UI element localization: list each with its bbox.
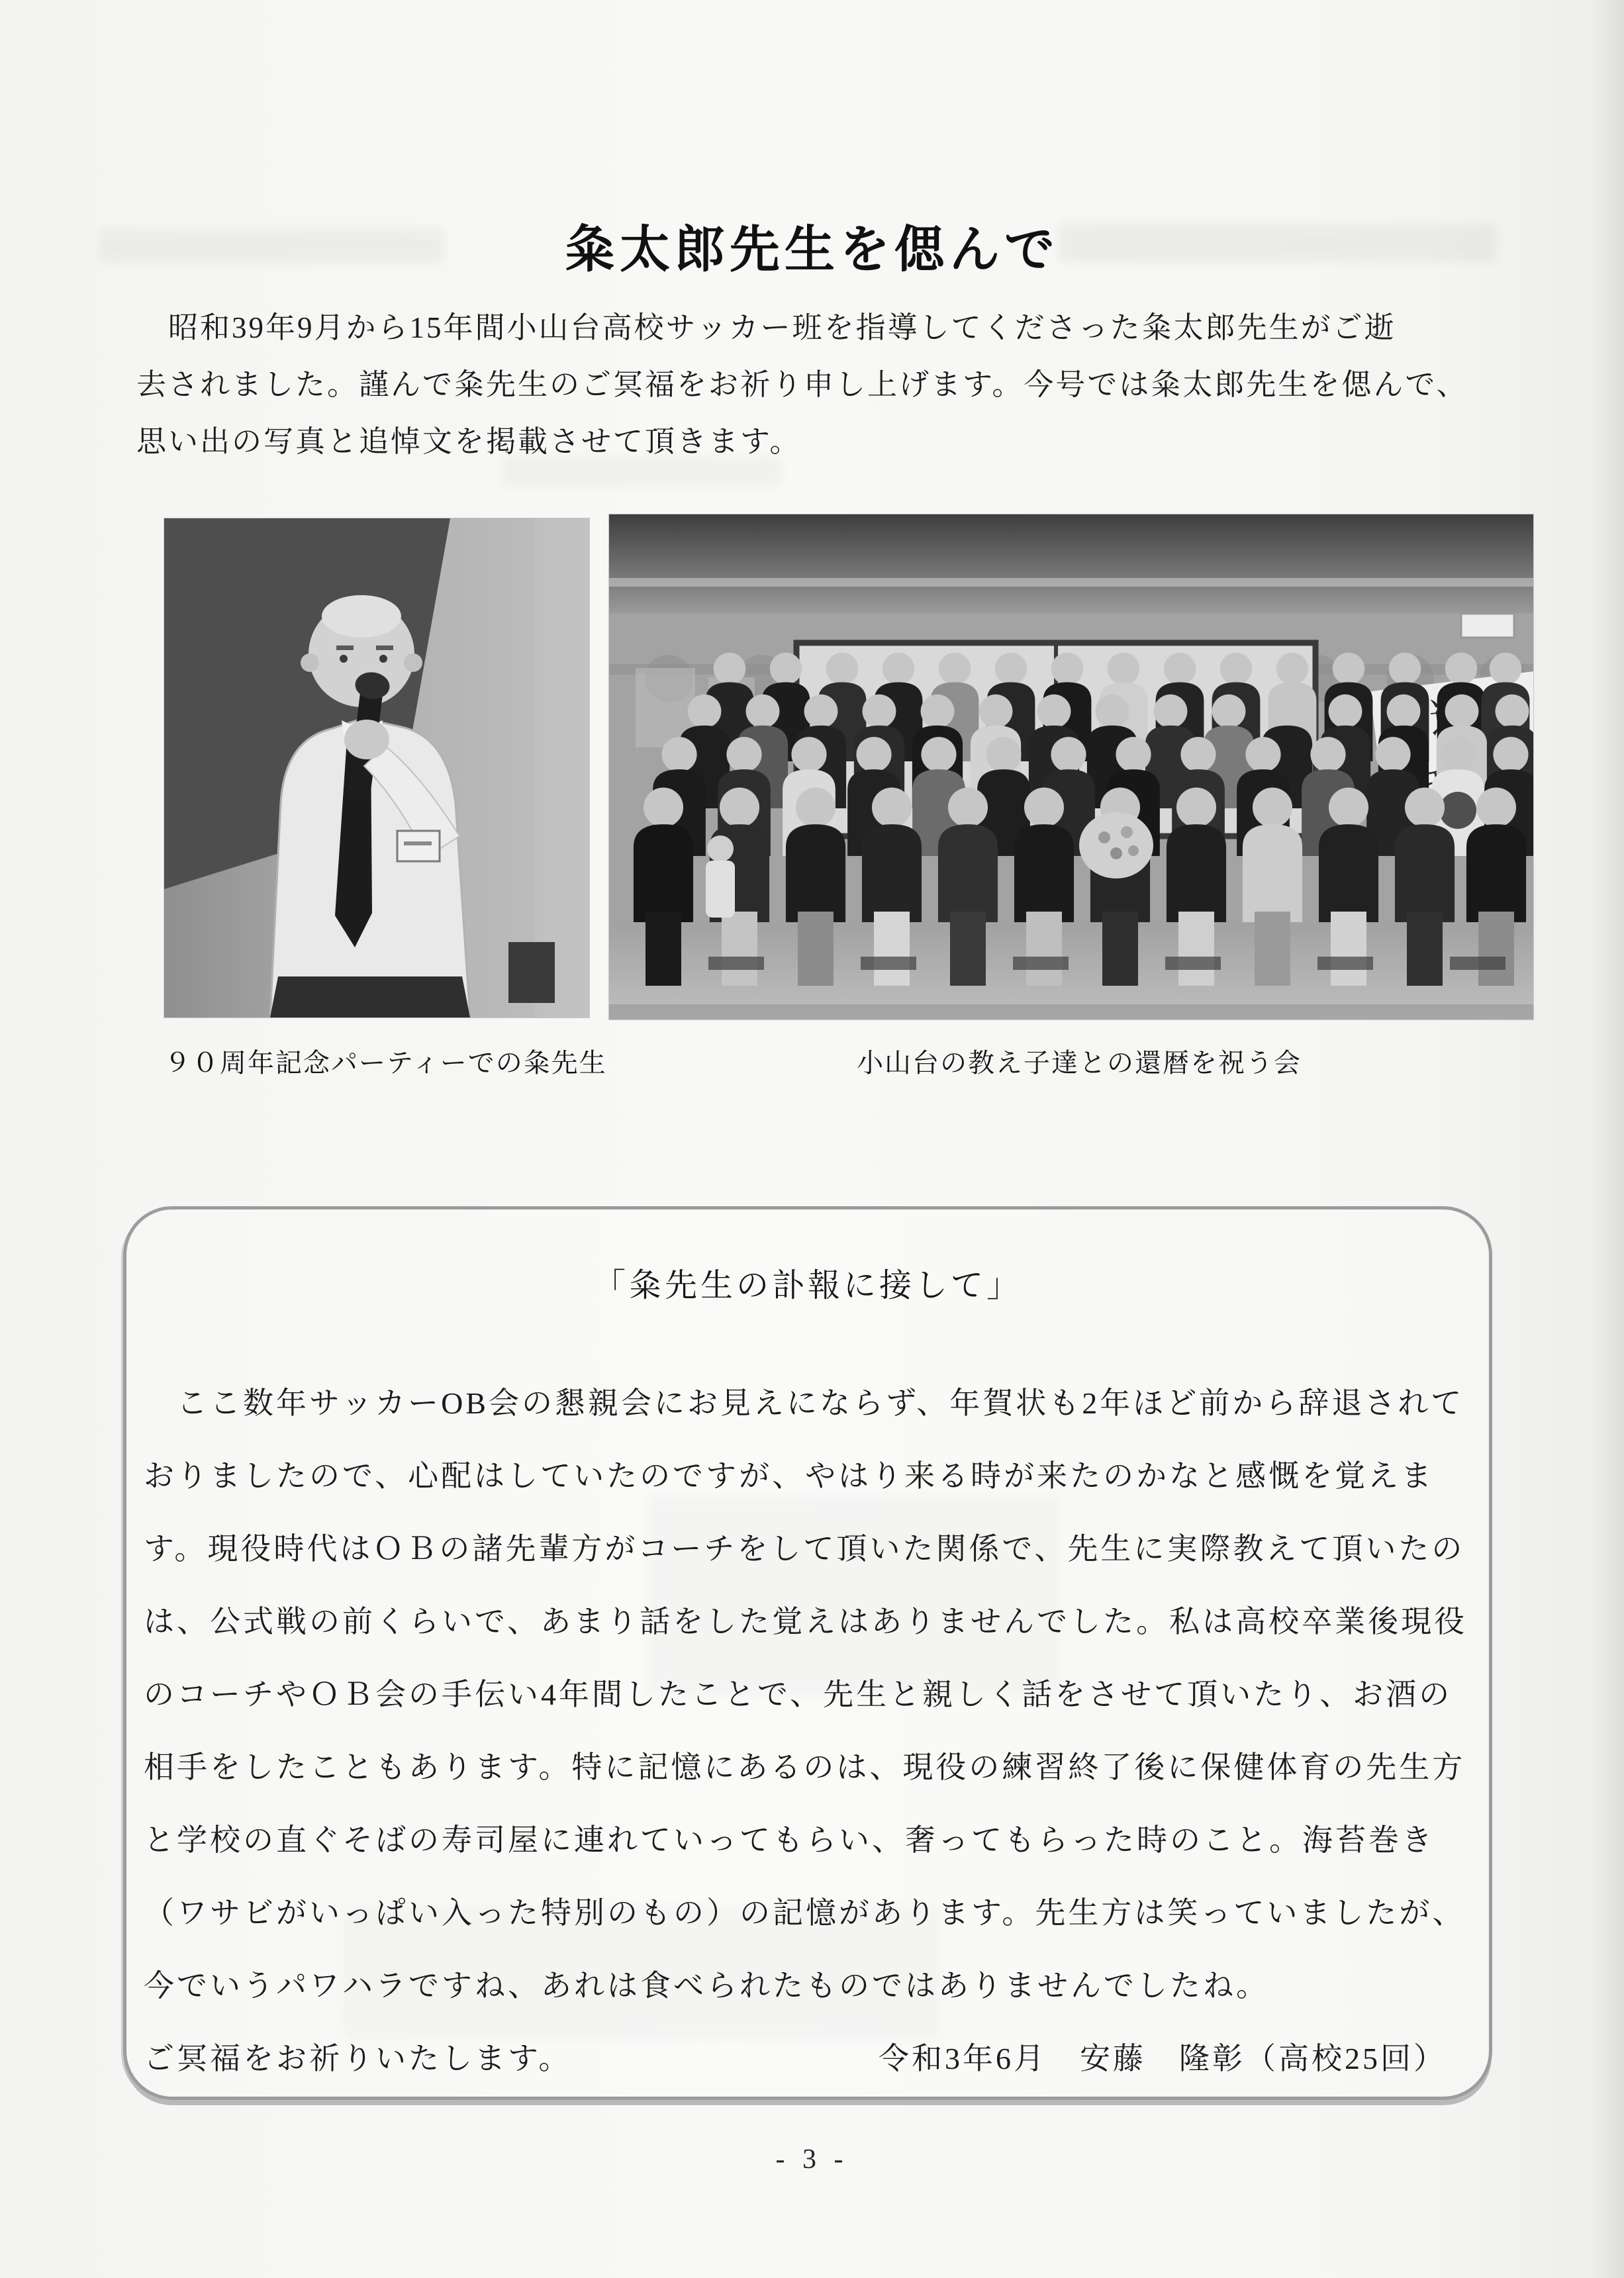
memorial-line: ここ数年サッカーOB会の懇親会にお見えにならず、年賀状も2年ほど前から辞退されて bbox=[144, 1386, 1464, 1420]
name-tag-text-hint bbox=[404, 841, 432, 845]
memorial-line: は、公式戦の前くらいで、あまり話をした覚えはありませんでした。私は高校卒業後現役 bbox=[144, 1605, 1468, 1638]
photo-teacher-speaking bbox=[164, 518, 589, 1018]
memorial-footer bbox=[144, 2022, 1466, 2095]
background-object bbox=[508, 942, 555, 1003]
flower-bouquet bbox=[1079, 812, 1153, 878]
memorial-line: す。現役時代はＯＢの諸先輩方がコーチをして頂いた関係で、先生に実際教えて頂いたの bbox=[144, 1532, 1465, 1566]
memorial-text-box bbox=[123, 1206, 1492, 2100]
memorial-line: （ワサビがいっぱい入った特別のもの）の記憶があります。先生方は笑っていましたが、 bbox=[144, 1896, 1466, 1930]
child-figure bbox=[706, 835, 735, 918]
sweater-logo-circle bbox=[1439, 792, 1476, 829]
photo-caption-right: 小山台の教え子達との還暦を祝う会 bbox=[857, 1049, 1302, 1078]
photo-teacher-illustration bbox=[164, 518, 589, 1018]
name-tag bbox=[397, 831, 440, 861]
memorial-line: 今でいうパワハラですね、あれは食べられたものではありませんでしたね。 bbox=[144, 1969, 1269, 2003]
photo-group-illustration bbox=[609, 514, 1533, 1020]
memorial-title: 「粂先生の訃報に接して」 bbox=[593, 1267, 1022, 1304]
ear bbox=[404, 653, 422, 672]
intro-paragraph bbox=[136, 299, 1513, 470]
ear bbox=[301, 653, 319, 672]
hand-holding-mic bbox=[344, 720, 389, 759]
photo-group-reunion bbox=[609, 514, 1533, 1020]
exit-sign bbox=[1461, 614, 1514, 638]
eyebrow bbox=[336, 645, 354, 650]
photo-caption-left: ９０周年記念パーティーでの粂先生 bbox=[164, 1049, 607, 1078]
memorial-closing: ご冥福をお祈りいたします。 bbox=[144, 2042, 572, 2075]
ceiling-light-streak bbox=[609, 578, 1533, 587]
dark-trousers bbox=[270, 976, 470, 1018]
intro-line: 昭和39年9月から15年間小山台高校サッカー班を指導してくださった粂太郎先生がご逝 bbox=[136, 311, 1396, 344]
floor-shadow-band bbox=[609, 1004, 1533, 1020]
intro-line: 去されました。謹んで粂先生のご冥福をお祈り申し上げます。今号では粂太郎先生を偲んで、 bbox=[136, 368, 1468, 401]
intro-line: 思い出の写真と追悼文を掲載させて頂きます。 bbox=[136, 425, 802, 458]
memorial-line: と学校の直ぐそばの寿司屋に連れていってもらい、奢ってもらった時のこと。海苔巻き bbox=[144, 1823, 1435, 1857]
memorial-line: のコーチやＯＢ会の手伝い4年間したことで、先生と親しく話をさせて頂いたり、お酒の bbox=[144, 1678, 1453, 1711]
eye bbox=[379, 655, 387, 663]
bald-head-highlight bbox=[322, 595, 401, 638]
memorial-line: 相手をしたこともあります。特に記憶にあるのは、現役の練習終了後に保健体育の先生方 bbox=[144, 1750, 1466, 1784]
memorial-signature: 令和3年6月 安藤 隆彰（高校25回） bbox=[879, 2042, 1447, 2075]
scan-edge-shadow bbox=[1594, 0, 1624, 2278]
eye bbox=[340, 655, 348, 663]
ceiling bbox=[609, 514, 1533, 614]
page-title: 粂太郎先生を偲んで bbox=[565, 222, 1059, 278]
memorial-line: おりましたので、心配はしていたのですが、やはり来る時が来たのかなと感慨を覚えま bbox=[144, 1459, 1435, 1493]
eyebrow bbox=[376, 645, 393, 650]
memorial-body bbox=[144, 1367, 1466, 2095]
page-number: - 3 - bbox=[775, 2144, 849, 2175]
